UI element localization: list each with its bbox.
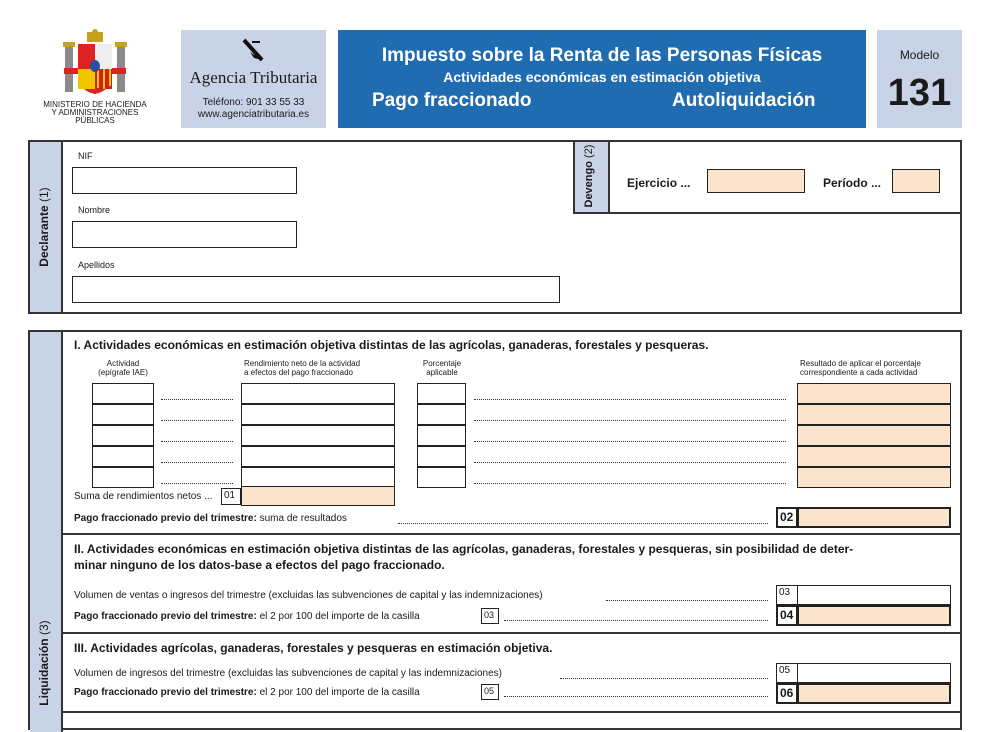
actividad-input[interactable]	[92, 446, 154, 467]
col-actividad-sub: (epígrafe IAE)	[98, 368, 148, 377]
agency-name: Agencia Tributaria	[189, 68, 318, 87]
nombre-label: Nombre	[78, 205, 111, 215]
sec2-pago-row	[74, 611, 420, 622]
porcentaje-input[interactable]	[417, 383, 466, 404]
devengo-title: Devengo	[583, 161, 595, 208]
leader-dots	[504, 696, 768, 697]
sec3-pago-bold: Pago fraccionado previo del trimestre:	[74, 687, 257, 698]
porcentaje-input[interactable]	[417, 467, 466, 488]
volumen-03-input[interactable]	[797, 585, 951, 605]
actividad-input[interactable]	[92, 467, 154, 488]
rendimiento-input[interactable]	[241, 383, 395, 404]
casilla-02: 02	[776, 507, 798, 528]
porcentaje-input[interactable]	[417, 425, 466, 446]
rendimiento-input[interactable]	[241, 446, 395, 467]
leader-dots	[474, 483, 786, 484]
casilla-05: 05	[776, 663, 798, 683]
leader-dots	[504, 620, 768, 621]
divider	[61, 711, 962, 713]
casilla-03: 03	[776, 585, 798, 605]
modelo-label: Modelo	[899, 48, 940, 62]
col-actividad-label: Actividad	[106, 359, 140, 368]
col-rendimiento-sub: a efectos del pago fraccionado	[244, 368, 353, 377]
apellidos-label: Apellidos	[78, 260, 115, 270]
sec3-title: III. Actividades agrícolas, ganaderas, forestales y pesqueras en estimación objetiva.	[74, 641, 553, 655]
title-left: Pago fraccionado	[372, 90, 532, 111]
sec2-pago-text: el 2 por 100 del importe de la casilla	[259, 611, 420, 622]
liquidacion-title: Liquidación	[37, 638, 51, 706]
rendimiento-input[interactable]	[241, 425, 395, 446]
suma-input[interactable]	[241, 486, 395, 506]
ministry-name: MINISTERIO DE HACIENDA Y ADMINISTRACIONES PÚBLICAS	[43, 100, 147, 125]
volumen-05-input[interactable]	[797, 663, 951, 683]
actividad-input[interactable]	[92, 425, 154, 446]
title-line2: Actividades económicas en estimación objetiva	[443, 69, 761, 85]
sec1-pago-bold: Pago fraccionado previo del trimestre:	[74, 513, 257, 524]
liquidacion-label	[37, 608, 55, 718]
sec3-pago-row	[74, 687, 420, 698]
devengo-note: (2)	[583, 144, 595, 158]
agency-phone: Teléfono: 901 33 55 33	[202, 97, 305, 108]
leader-dots	[161, 441, 233, 442]
actividad-input[interactable]	[92, 383, 154, 404]
col-resultado-sub: correspondiente a cada actividad	[800, 368, 918, 377]
actividad-input[interactable]	[92, 404, 154, 425]
suma-label: Suma de rendimientos netos ...	[74, 491, 213, 502]
sec1-pago-row	[74, 513, 347, 524]
leader-dots	[474, 462, 786, 463]
liquidacion-note: (3)	[37, 620, 51, 635]
col-porcentaje-header	[410, 359, 474, 377]
ejercicio-input[interactable]	[707, 169, 805, 193]
resultado-input[interactable]	[797, 404, 951, 425]
nombre-input[interactable]	[72, 221, 297, 248]
casilla-06: 06	[776, 683, 798, 704]
nif-label: NIF	[78, 151, 93, 161]
periodo-input[interactable]	[892, 169, 940, 193]
sec1-title: I. Actividades económicas en estimación objetiva distintas de las agrícolas, ganaderas, forestales y pesqueras.	[74, 338, 709, 352]
casilla-ref-03: 03	[481, 608, 499, 624]
leader-dots	[161, 399, 233, 400]
leader-dots	[161, 483, 233, 484]
leader-dots	[161, 462, 233, 463]
sec2-volumen-label: Volumen de ventas o ingresos del trimestre (excluidas las subvenciones de capital y las indemnizaciones)	[74, 590, 543, 601]
declarante-title: Declarante	[37, 205, 51, 267]
leader-dots	[474, 441, 786, 442]
casilla-01: 01	[221, 488, 241, 505]
leader-dots	[560, 678, 768, 679]
leader-dots	[474, 420, 786, 421]
col-rendimiento-label: Rendimiento neto de la actividad	[244, 359, 361, 368]
porcentaje-input[interactable]	[417, 404, 466, 425]
agency-box	[181, 30, 326, 128]
title-line1: Impuesto sobre la Renta de las Personas Físicas	[381, 45, 823, 66]
casilla-ref-05: 05	[481, 684, 499, 700]
declarante-label	[37, 177, 55, 277]
col-resultado-label: Resultado de aplicar el porcentaje	[800, 359, 921, 368]
col-porcentaje-label: Porcentaje	[422, 359, 462, 368]
devengo-label	[583, 141, 599, 211]
agency-web: www.agenciatributaria.es	[197, 109, 310, 120]
col-porcentaje-sub: aplicable	[426, 368, 458, 377]
sec3-volumen-label: Volumen de ingresos del trimestre (excluidas las subvenciones de capital y las indemnizaciones)	[74, 668, 502, 679]
resultado-input[interactable]	[797, 425, 951, 446]
declarante-note: (1)	[37, 187, 51, 202]
resultado-input[interactable]	[797, 467, 951, 488]
ejercicio-label: Ejercicio ...	[627, 176, 691, 190]
casilla-04: 04	[776, 605, 798, 626]
agency-logo-icon	[240, 38, 268, 62]
sec1-pago-text: suma de resultados	[259, 513, 347, 524]
title-banner	[338, 30, 866, 128]
leader-dots	[606, 600, 768, 601]
col-resultado-header	[800, 359, 955, 377]
leader-dots	[398, 523, 768, 524]
nif-input[interactable]	[72, 167, 297, 194]
porcentaje-input[interactable]	[417, 446, 466, 467]
title-right: Autoliquidación	[672, 90, 816, 111]
rendimiento-input[interactable]	[241, 404, 395, 425]
pago-06-input[interactable]	[797, 683, 951, 704]
apellidos-input[interactable]	[72, 276, 560, 303]
col-actividad-header	[88, 359, 158, 377]
pago-04-input[interactable]	[797, 605, 951, 626]
rendimiento-input[interactable]	[241, 467, 395, 488]
modelo-box	[877, 30, 962, 128]
col-rendimiento-header	[244, 359, 404, 377]
modelo-number: 131	[887, 72, 952, 114]
coat-of-arms-logo	[60, 28, 130, 102]
pago-02-input[interactable]	[797, 507, 951, 528]
leader-dots	[474, 399, 786, 400]
sec3-pago-text: el 2 por 100 del importe de la casilla	[259, 687, 420, 698]
sec2-title-line1: II. Actividades económicas en estimación objetiva distintas de las agrícolas, ganaderas, forestales y pesqueras, sin posibilidad de deter-	[74, 542, 854, 556]
resultado-input[interactable]	[797, 383, 951, 404]
divider	[61, 632, 962, 634]
periodo-label: Período ...	[823, 176, 882, 190]
divider	[61, 533, 962, 535]
sec2-pago-bold: Pago fraccionado previo del trimestre:	[74, 611, 257, 622]
leader-dots	[161, 420, 233, 421]
resultado-input[interactable]	[797, 446, 951, 467]
sec2-title-line2: minar ninguno de los datos-base a efectos del pago fraccionado.	[74, 558, 445, 572]
